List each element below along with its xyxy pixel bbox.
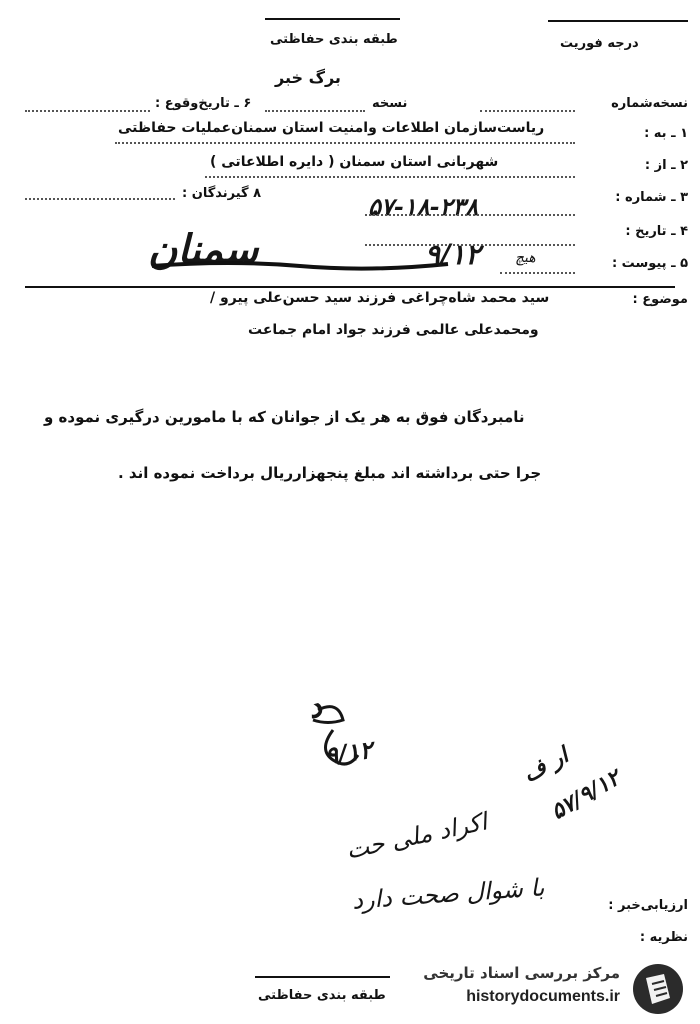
copy-number-dots (480, 110, 575, 112)
occurrence-date-dots (25, 110, 150, 112)
subject-line-2: ومحمدعلی عالمی فرزند جواد امام جماعت (248, 322, 539, 338)
handwritten-note-a2: ۹/۱۲ (323, 734, 375, 771)
from-label: ۲ ـ از : (644, 158, 688, 173)
city-stamp: سمنان (148, 226, 259, 273)
attachment-label: ۵ ـ پیوست : (611, 256, 688, 271)
subject-label: موضوع : (632, 292, 688, 307)
watermark-name: مرکز بررسی اسناد تاریخی (423, 964, 620, 982)
to-value: ریاست‌سازمان اطلاعات وامنیت استان سمنان‌عملیات حفاظتی (118, 120, 545, 136)
handwritten-note-a1: د (303, 688, 326, 727)
form-title: برگ خبر (275, 68, 341, 87)
from-dots (205, 176, 575, 178)
body-line-2: جرا حتی برداشته اند مبلغ پنجهزارریال برداخت نموده اند . (118, 464, 542, 482)
date-label: ۴ ـ تاریخ : (625, 224, 688, 239)
opinion-label: نظریه : (639, 930, 688, 945)
city-stamp-underline (150, 258, 450, 272)
priority-rule (548, 20, 688, 22)
copy-number-label: نسخه‌شماره (611, 96, 688, 111)
bottom-classification: طبقه بندی حفاظتی (258, 988, 386, 1003)
top-classification: طبقه بندی حفاظتی (270, 32, 398, 47)
watermark (420, 960, 690, 1018)
attachment-dots (500, 272, 575, 274)
header-divider (25, 286, 675, 288)
attachment-value: هیچ (515, 250, 536, 266)
recipients-dots (25, 198, 175, 200)
handwritten-note-b2: ۵۷/۹/۱۲ (546, 764, 625, 826)
watermark-url: historydocuments.ir (466, 988, 620, 1005)
handwritten-note-c2: با شوال صحت دارد (351, 873, 546, 915)
priority-label: درجه فوریت (560, 36, 639, 51)
document-center-logo-icon (630, 962, 686, 1016)
evaluation-label: ارزیابی‌خبر : (608, 898, 688, 913)
handwritten-note-b1: ار ف (518, 742, 573, 788)
number-dots (365, 214, 575, 216)
occurrence-date-label: ۶ ـ تاریخ‌وقوع : (155, 96, 252, 111)
copy-dots (265, 110, 365, 112)
to-dots (115, 142, 575, 144)
recipients-label: ۸ گیرندگان : (182, 186, 262, 201)
number-value: ۵۷-۱۸-۲۳۸ (368, 192, 479, 221)
date-value: ۹/۱۲ (425, 238, 481, 271)
number-label: ۳ ـ شماره : (615, 190, 688, 205)
to-label: ۱ ـ به : (644, 126, 688, 141)
bottom-classification-rule (255, 976, 390, 978)
handwritten-note-c1: اکراد ملی حت (343, 807, 490, 865)
from-value: شهربانی استان سمنان ( دایره اطلاعاتی ) (210, 154, 499, 170)
top-classification-rule (265, 18, 400, 20)
subject-line-1: سید محمد شاه‌چراغی فرزند سید حسن‌علی پیرو / (210, 290, 550, 306)
body-line-1: نامبردگان فوق به هر یک از جوانان که با مامورین درگیری نموده و (44, 408, 525, 426)
copy-label: نسخه (372, 96, 408, 111)
